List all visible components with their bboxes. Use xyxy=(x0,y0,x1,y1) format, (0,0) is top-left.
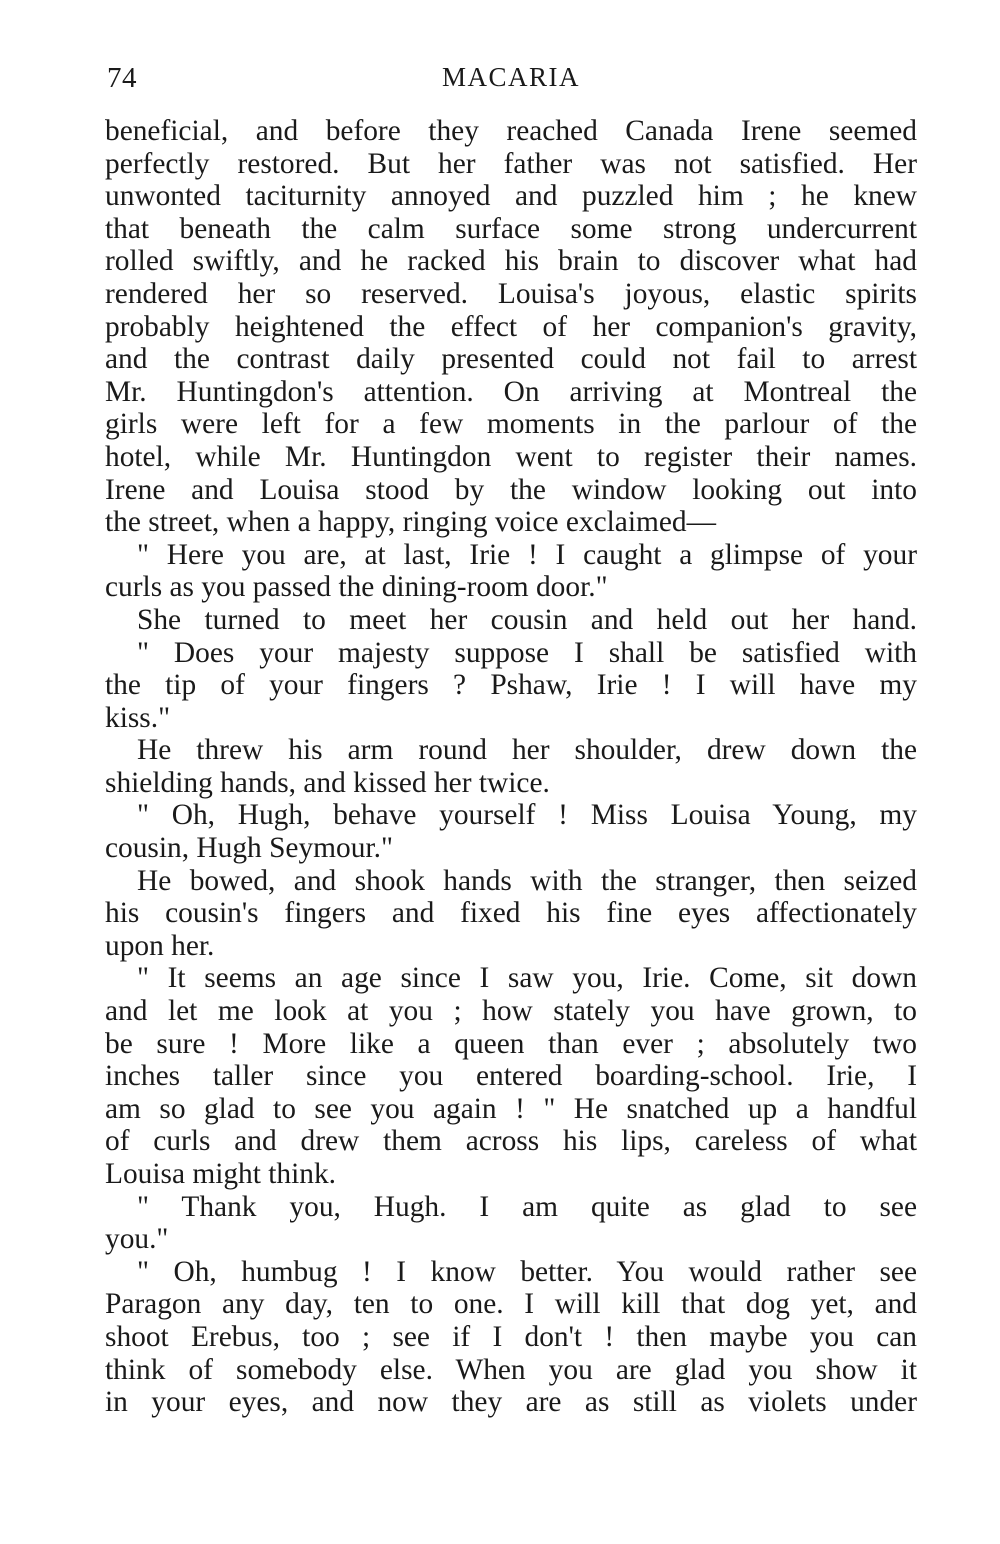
text-line: perfectly restored. But her father was not satisfied. Her xyxy=(105,147,917,180)
text-line: kiss." xyxy=(105,701,171,734)
text-line: and let me look at you ; how stately you have grown, to xyxy=(105,995,917,1028)
text-line: " It seems an age since I saw you, Irie. Come, sit down xyxy=(137,962,917,995)
text-line: Mr. Huntingdon's attention. On arriving at Montreal the xyxy=(105,375,917,408)
page-number: 74 xyxy=(107,62,137,94)
text-line: " Here you are, at last, Irie ! I caught a glimpse of your xyxy=(137,538,917,571)
text-line: probably heightened the effect of her companion's gravity, xyxy=(105,310,917,343)
text-line: He threw his arm round her shoulder, drew down the xyxy=(137,734,917,767)
text-line: Louisa might think. xyxy=(105,1158,337,1190)
text-line: be sure ! More like a queen than ever ; absolutely two xyxy=(105,1027,917,1060)
text-line: and the contrast daily presented could not fail to arrest xyxy=(105,343,917,376)
text-line: cousin, Hugh Seymour." xyxy=(105,832,393,865)
text-line: rolled swiftly, and he racked his brain to discover what had xyxy=(105,245,917,278)
text-line: " Thank you, Hugh. I am quite as glad to see xyxy=(137,1190,917,1223)
running-title: MACARIA xyxy=(441,62,580,92)
text-line: unwonted taciturnity annoyed and puzzled him ; he knew xyxy=(105,180,917,213)
text-line: Irene and Louisa stood by the window looking out into xyxy=(105,473,917,506)
text-line: hotel, while Mr. Huntingdon went to register their names. xyxy=(105,440,917,473)
text-line: girls were left for a few moments in the parlour of the xyxy=(105,408,917,441)
text-line: of curls and drew them across his lips, careless of what xyxy=(105,1125,917,1158)
text-line: the tip of your fingers ? Pshaw, Irie ! I will have my xyxy=(105,669,917,702)
text-line: think of somebody else. When you are glad you show it xyxy=(105,1353,917,1386)
text-line: that beneath the calm surface some strong undercurrent xyxy=(105,212,917,245)
text-line: He bowed, and shook hands with the stranger, then seized xyxy=(137,864,917,897)
text-line: curls as you passed the dining-room door." xyxy=(105,571,608,604)
text-line: in your eyes, and now they are as still as violets under xyxy=(105,1386,917,1419)
body-text xyxy=(105,115,917,1419)
text-line: shoot Erebus, too ; see if I don't ! then maybe you can xyxy=(105,1320,917,1353)
text-line: " Oh, Hugh, behave yourself ! Miss Louisa Young, my xyxy=(137,799,917,832)
text-line: shielding hands, and kissed her twice. xyxy=(105,766,550,799)
page-header xyxy=(105,62,917,102)
text-line: the street, when a happy, ringing voice exclaimed— xyxy=(105,506,717,539)
text-line: " Does your majesty suppose I shall be satisfied with xyxy=(137,636,917,669)
text-line: She turned to meet her cousin and held out her hand. xyxy=(137,603,917,636)
text-line: you." xyxy=(105,1223,169,1256)
text-line: " Oh, humbug ! I know better. You would rather see xyxy=(137,1255,917,1288)
text-line: his cousin's fingers and fixed his fine eyes affectionately xyxy=(105,897,917,930)
text-line: inches taller since you entered boarding-school. Irie, I xyxy=(105,1060,917,1093)
text-line: Paragon any day, ten to one. I will kill that dog yet, and xyxy=(105,1288,917,1321)
text-line: am so glad to see you again ! " He snatched up a handful xyxy=(105,1092,917,1125)
text-line: upon her. xyxy=(105,929,215,962)
text-line: beneficial, and before they reached Canada Irene seemed xyxy=(105,115,917,147)
text-line: rendered her so reserved. Louisa's joyous, elastic spirits xyxy=(105,277,917,310)
